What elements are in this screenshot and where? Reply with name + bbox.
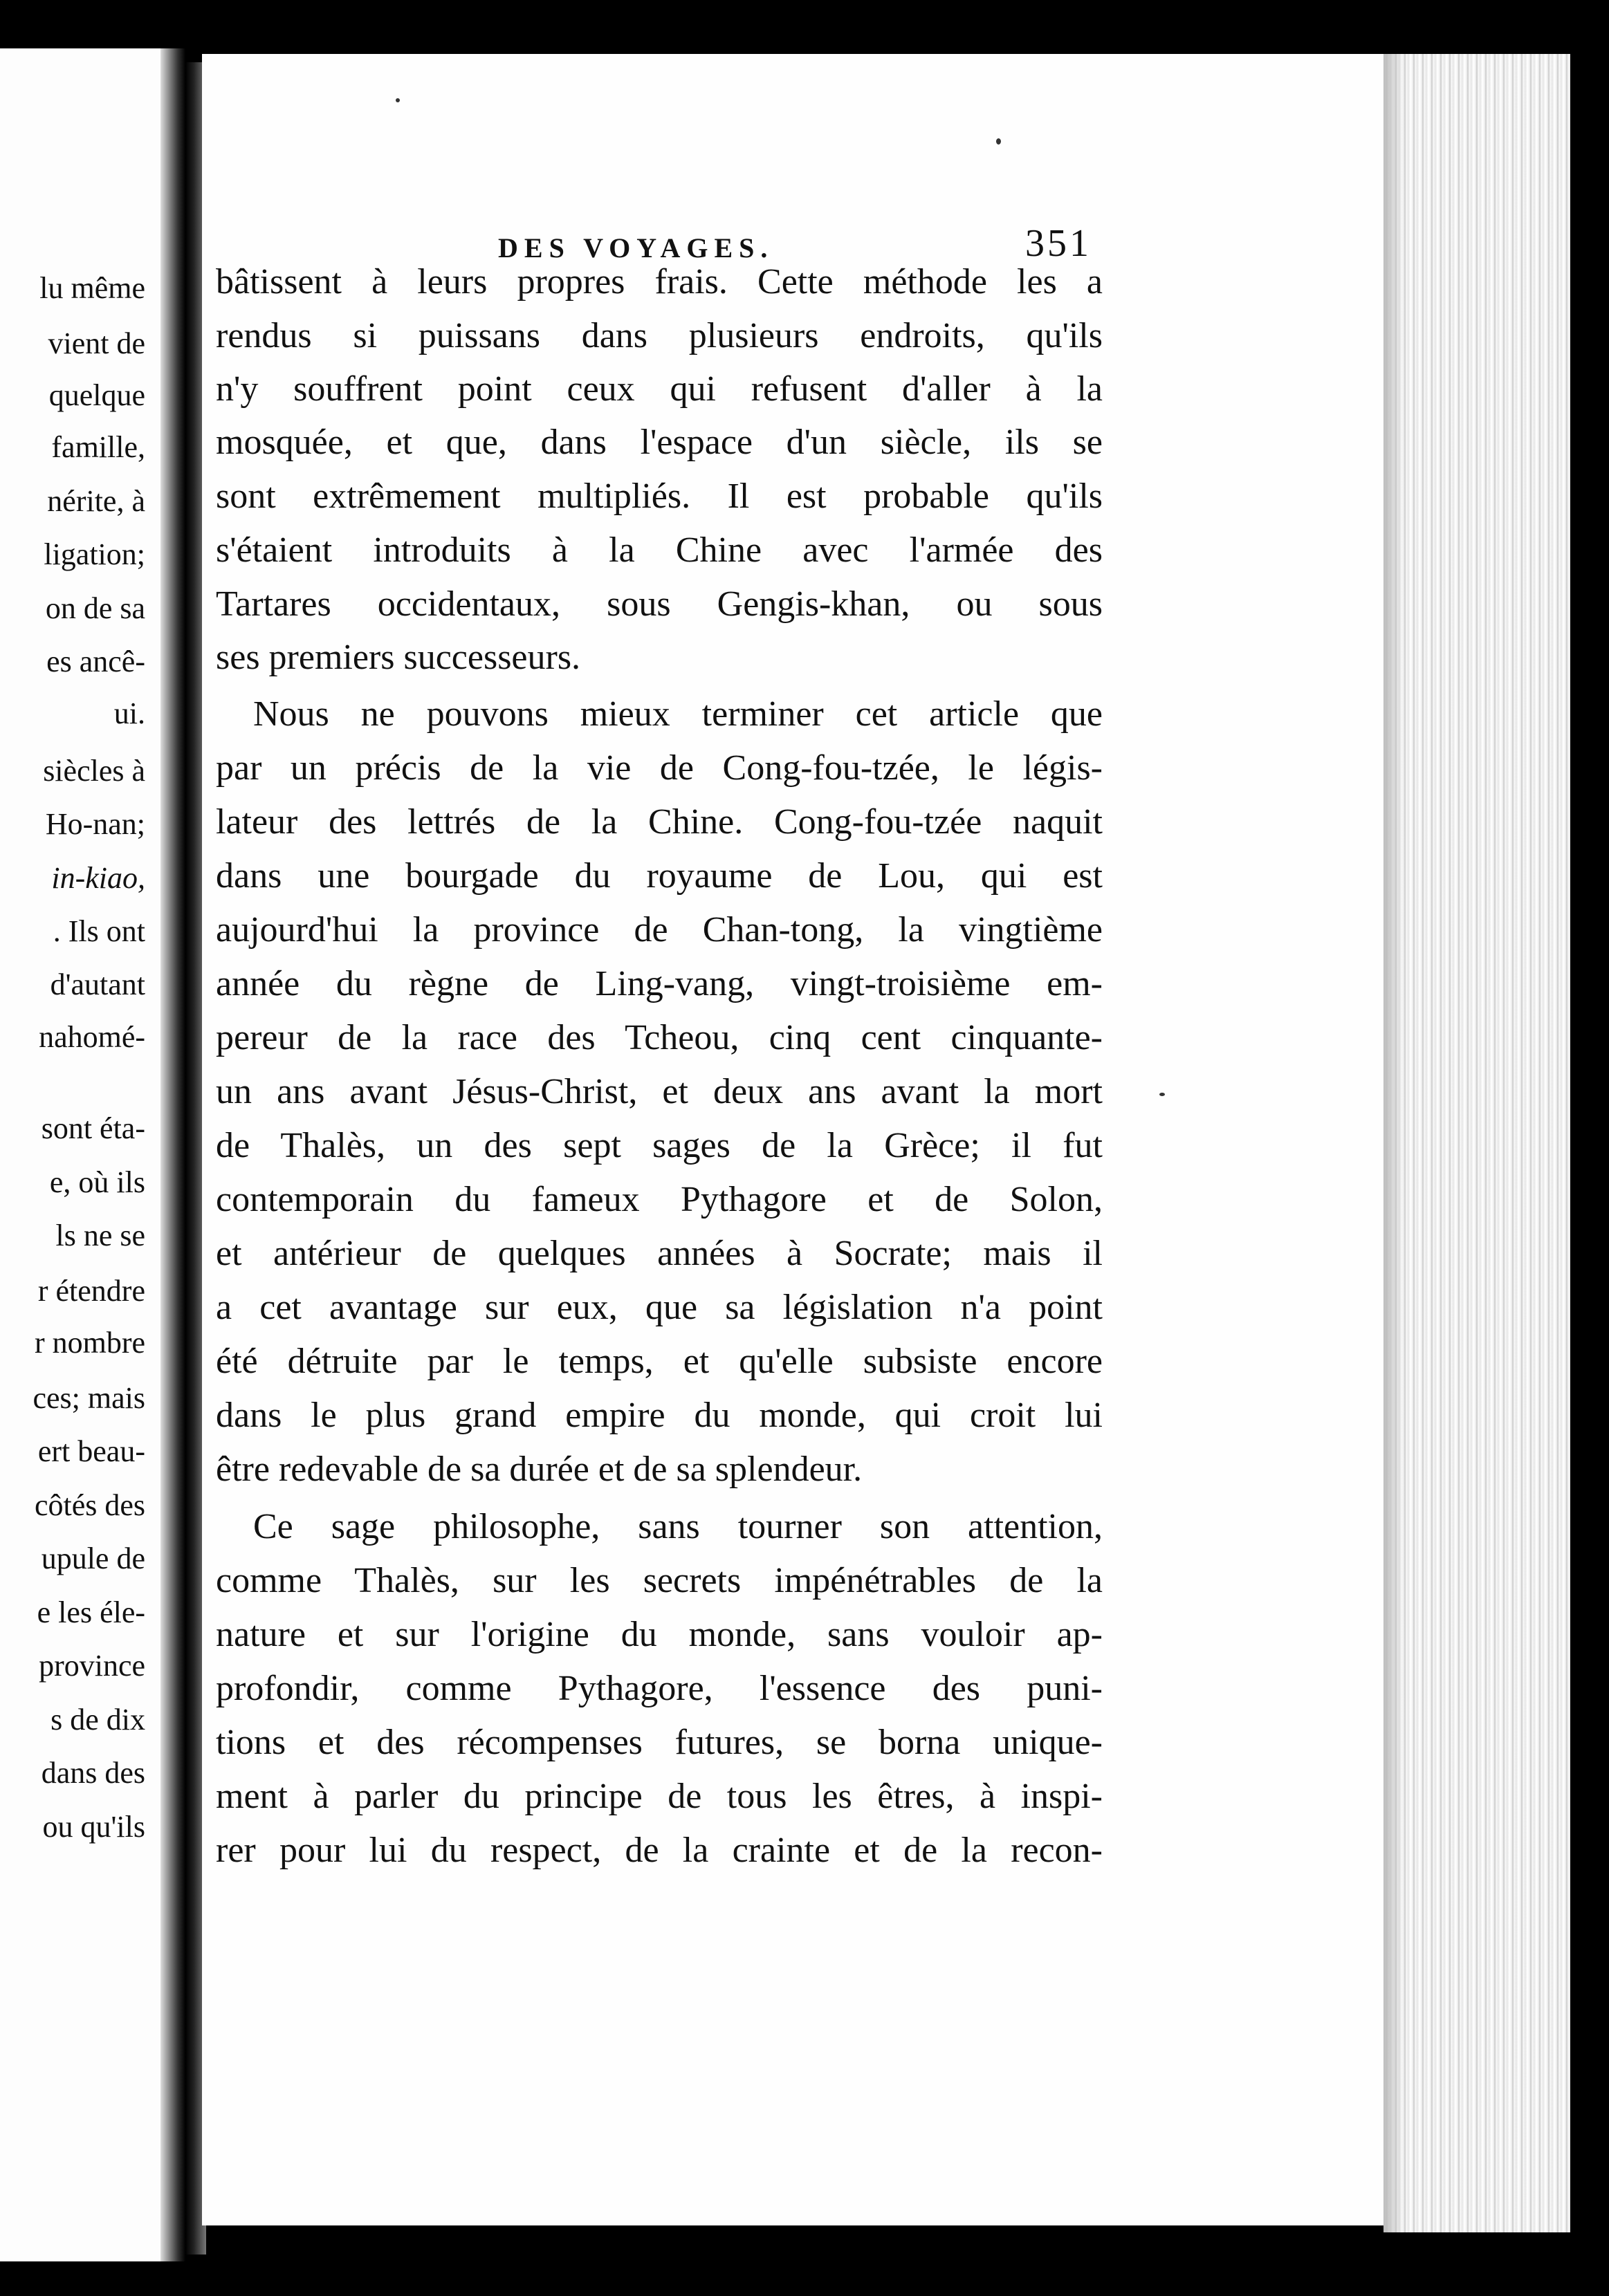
left-page-line: es ancê- xyxy=(46,645,145,678)
left-page-line: dans des xyxy=(41,1756,145,1790)
body-text-line: Nous ne pouvons mieux terminer cet article que xyxy=(253,694,1103,734)
body-text-line: profondir, comme Pythagore, l'essence des puni- xyxy=(216,1669,1103,1708)
left-page-line: lu même xyxy=(39,271,145,305)
body-text-line: Ce sage philosophe, sans tourner son attention, xyxy=(253,1507,1103,1546)
body-text-line: Tartares occidentaux, sous Gengis-khan, ou sous xyxy=(216,584,1103,624)
body-text-line: s'étaient introduits à la Chine avec l'armée des xyxy=(216,530,1103,570)
left-page-line: ces; mais xyxy=(33,1381,145,1415)
left-page xyxy=(0,48,185,2261)
body-text-line: mosquée, et que, dans l'espace d'un siècle, ils se xyxy=(216,423,1103,462)
body-text-line: contemporain du fameux Pythagore et de Solon, xyxy=(216,1180,1103,1219)
body-text-line: pereur de la race des Tcheou, cinq cent cinquante- xyxy=(216,1018,1103,1057)
page-edges xyxy=(1383,54,1570,2232)
body-text-line: bâtissent à leurs propres frais. Cette méthode les a xyxy=(216,262,1103,302)
body-text-line: année du règne de Ling-vang, vingt-troisième em- xyxy=(216,964,1103,1003)
body-text-line: lateur des lettrés de la Chine. Cong-fou-tzée naquit xyxy=(216,802,1103,842)
body-text-line: ment à parler du principe de tous les êtres, à inspi- xyxy=(216,1777,1103,1816)
gutter-shadow xyxy=(160,48,185,2261)
body-text-line: ses premiers successeurs. xyxy=(216,638,581,677)
left-page-line: upule de xyxy=(41,1542,145,1575)
left-page-line: nahomé- xyxy=(39,1020,145,1054)
body-text-line: tions et des récompenses futures, se borna unique- xyxy=(216,1723,1103,1762)
body-text-line: aujourd'hui la province de Chan-tong, la vingtième xyxy=(216,910,1103,950)
left-page-line: nérite, à xyxy=(47,484,145,518)
left-page-line: vient de xyxy=(48,326,145,360)
left-page-line: siècles à xyxy=(43,754,145,788)
body-text-line: dans une bourgade du royaume de Lou, qui est xyxy=(216,856,1103,896)
body-text-line: n'y souffrent point ceux qui refusent d'aller à la xyxy=(216,369,1103,409)
left-page-line: sont éta- xyxy=(41,1111,145,1145)
left-page-line: on de sa xyxy=(45,591,145,625)
body-text-line: et antérieur de quelques années à Socrate; mais il xyxy=(216,1234,1103,1273)
left-page-line: Ho-nan; xyxy=(45,807,145,841)
body-text-line: de Thalès, un des sept sages de la Grèce; il fut xyxy=(216,1126,1103,1165)
left-page-line: s de dix xyxy=(50,1703,145,1737)
body-text-line: sont extrêmement multipliés. Il est probable qu'ils xyxy=(216,476,1103,516)
left-page-line: ligation; xyxy=(44,537,145,571)
left-page-line: r étendre xyxy=(37,1274,145,1308)
body-text-line: nature et sur l'origine du monde, sans vouloir ap- xyxy=(216,1615,1103,1654)
body-text-line: dans le plus grand empire du monde, qui croit lui xyxy=(216,1396,1103,1435)
ink-speck xyxy=(396,98,400,102)
left-page-line: e, où ils xyxy=(49,1165,145,1199)
left-page-line: d'autant xyxy=(50,968,145,1001)
left-page-line: . Ils ont xyxy=(53,914,145,948)
body-text-line: comme Thalès, sur les secrets impénétrables de la xyxy=(216,1561,1103,1600)
left-page-line: côtés des xyxy=(34,1488,145,1522)
left-page-line: r nombre xyxy=(34,1326,145,1360)
body-text-line: par un précis de la vie de Cong-fou-tzée, le légis- xyxy=(216,748,1103,788)
page-number: 351 xyxy=(1025,222,1092,265)
ink-speck xyxy=(996,138,1001,145)
body-text-line: un ans avant Jésus-Christ, et deux ans avant la mort xyxy=(216,1072,1103,1111)
left-page-line: ert beau- xyxy=(37,1434,145,1468)
ink-speck xyxy=(1159,1093,1165,1096)
left-page-line: famille, xyxy=(51,430,145,464)
left-page-line: in-kiao, xyxy=(51,861,145,895)
left-page-line: ou qu'ils xyxy=(42,1810,145,1844)
left-page-line: quelque xyxy=(48,378,145,412)
body-text-line: être redevable de sa durée et de sa splendeur. xyxy=(216,1450,863,1489)
left-page-line: ls ne se xyxy=(55,1219,145,1252)
left-page-line: ui. xyxy=(113,696,145,730)
body-text-line: été détruite par le temps, et qu'elle subsiste encore xyxy=(216,1342,1103,1381)
body-text-line: a cet avantage sur eux, que sa législation n'a point xyxy=(216,1288,1103,1327)
running-head: DES VOYAGES. xyxy=(498,232,774,263)
left-page-line: province xyxy=(39,1649,145,1683)
body-text-line: rendus si puissans dans plusieurs endroits, qu'ils xyxy=(216,316,1103,355)
body-text-line: rer pour lui du respect, de la crainte et de la recon- xyxy=(216,1831,1103,1870)
left-page-line: e les éle- xyxy=(37,1595,145,1629)
